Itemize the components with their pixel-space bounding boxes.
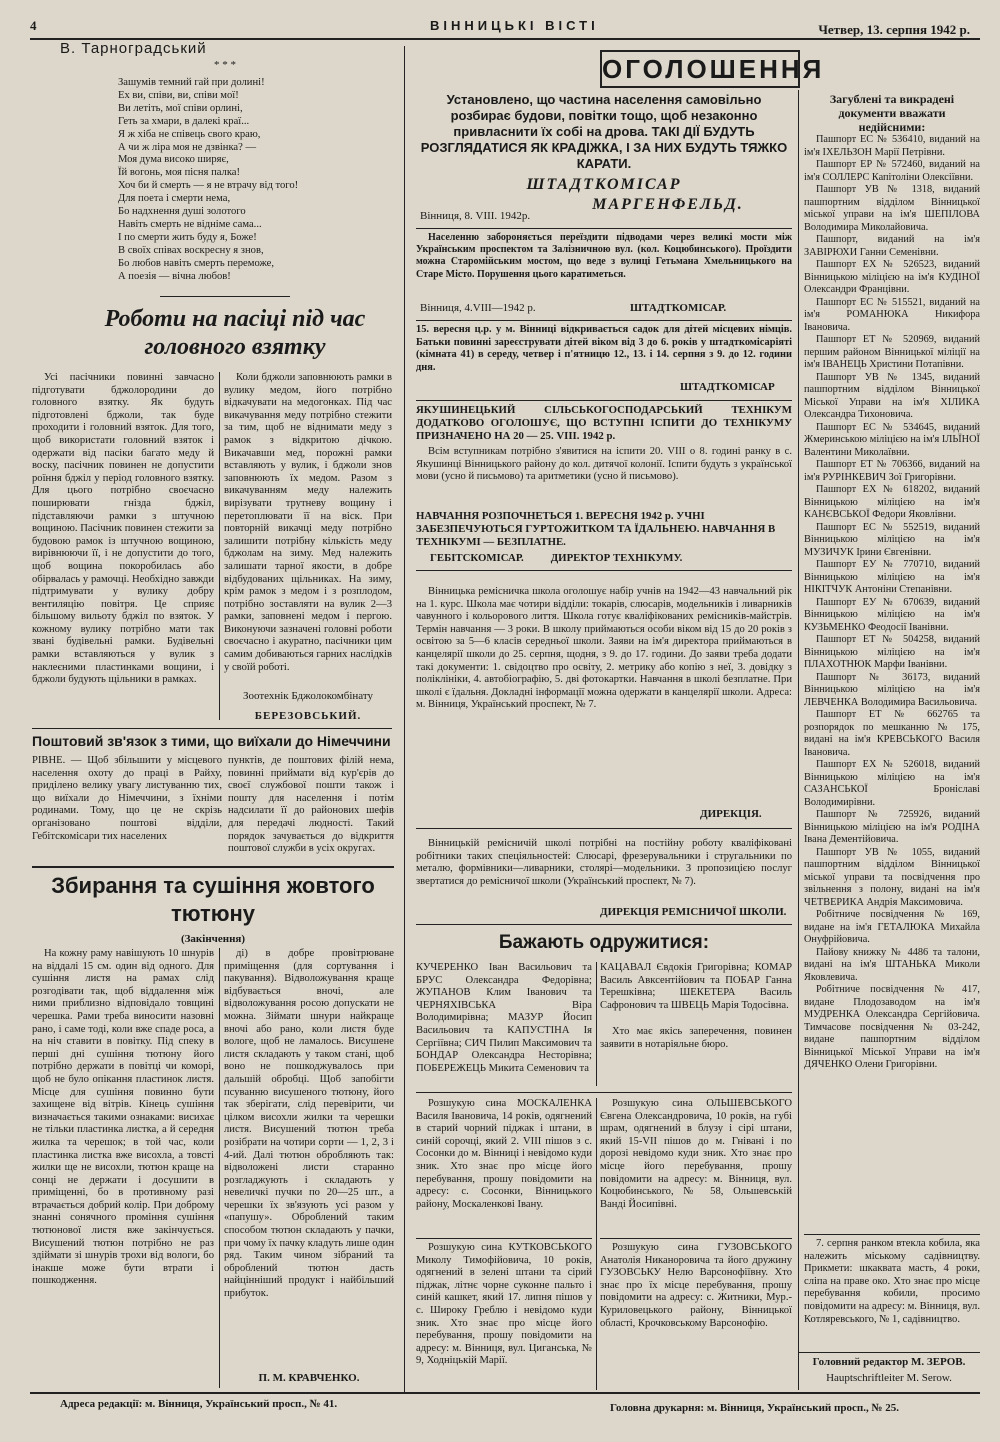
divider (600, 1238, 792, 1239)
editor-ua: Головний редактор М. ЗЕРОВ. (812, 1356, 966, 1368)
tobacco-col2: ді) в добре провітрюване приміщення (для сортування і пакування). Відволожування краще відбувається вночі, але відволожування росою допускати не можна. Зіймати шнури найкраще вночі або рано, коли листя буде вологе, щоб не ламалось. Висушене листя складають у таком стані, щоб воно не пошкоджувалось при дальшій обробці. Щоб запобігти псуванню висушеного тютюну, його так зберігати, слід перевірити, чи цілком висохли жилки та черешки листя. Висушений тютюн треба розібрати на чотири сорти — 1, 2, 3 і 4-ий. Далі тютюн обробляють так: відволожені листи старанно розгладжують і складають у невеличкі пучки по 20—25 шт., а черешки їх зв'язують усі разом у «папушу». Оброблений таким способом тютюн складають у пачки, при чому їх пачку кладуть лише один ряд. Таким чином зібраний та оброблений тютюн дасть найцінніший продукт і найбільший прибуток. (224, 948, 394, 1300)
lost-item: Пашпорт УВ № 1318, виданий пашпортним відділом Вінницької міської управи на ім'я ШЕПІЛОВА Володимира Миколайовича. (804, 184, 980, 233)
lost-item: Пашпорт ЕХ № 618202, виданий Вінницькою міліцією на ім'я КАНЄВСЬКОЇ Федори Яковлівни. (804, 484, 980, 520)
ad-technikum-title: ЯКУШИНЕЦЬКИЙ СІЛЬСЬКОГОСПОДАРСЬКИЙ ТЕХНІКУМ ДОДАТКОВО ОГОЛОШУЄ, ЩО ВСТУПНІ ІСПИТИ ДО ТЕХНІКУМУ ПРИЗНАЧЕНО НА 20 — 25. VIII. 1942 р. (416, 404, 792, 442)
column-rule (404, 46, 405, 1392)
divider (804, 1234, 980, 1235)
bees-signature-title: Зоотехнік Бджолокомбінату (242, 690, 374, 702)
post-title: Поштовий зв'язок з тими, що виїхали до Німеччини (32, 733, 391, 749)
poem (60, 40, 390, 295)
ads-title-box (600, 50, 825, 88)
divider (416, 400, 792, 401)
poem-line: Бо любов навіть смерть переможе, (118, 257, 275, 269)
lost-item: Пашпорт ЕХ № 526523, виданий Вінницькою міліцією на ім'я КУДІНОЇ Олександри Францівни. (804, 259, 980, 295)
poem-line: Зашумів темний гай при долині! (118, 77, 265, 88)
poem-line: Для поета і смерти нема, (118, 193, 231, 205)
lost-item: Пашпорт ЕС № 552519, виданий Вінницькою міліцією на ім'я МУЗИЧУК Ірини Євгенівни. (804, 521, 980, 558)
lost-item: Пашпорт № 36173, виданий Вінницькою міліцією на ім'я ЛЕВЧЕНКА Володимира Васильовича. (804, 671, 980, 708)
ad-school-text: Вінницька ремісничка школа оголошує набір учнів на 1942—43 навчальний рік на 1. курс. Школа має чотири відділи: токарів, слюсарів, модельників і ливарників чавунного і кольорового лиття. Школа готує кваліфікованих ремісників-майстрів. Термін навчання — 3 роки. В школу приймаються особи віком від 15 до 20 років з освітою за 5—6 класів середньої школи. Заяви на ім'я директора приймаються в канцелярії школи до 25. серпня, щодня, з 9. до 17. години. До заяви треба додати такі документи: 1. свідоцтво про освіту, 2. метрику або копію з неї, 3. довідку з поліклініки, 4. автобіографію, 5. дві фотокартки. Навчання в школі безплатне. При школі є їдальня. Докладні інформації можна одержати в канцелярії школи. Адреса: м. Вінниця, Український проспект, № 7. (416, 586, 792, 711)
lost-item: Пашпорт № 725926, виданий Вінницькою міліцією на ім'я РОДІНА Івана Дементійовича. (804, 809, 980, 845)
marry-col2: КАЦАВАЛ Євдокія Григорівна; КОМАР Василь Авксентійович та ПОБАР Ганна Терешківна; ШЕКЕТЕРА Василь Сафронович та ШВЕЦЬ Марія Тодосівна. (600, 962, 792, 1011)
post-col2: пунктів, де поштових філій нема, повинні приймати від кур'єрів до своєї службової пошти також і пошту для населення і потім надсилати її до районових шефів для передачі людності. Такий порядок зачувається до відкриття поштової служби в усіх округах. (228, 755, 394, 855)
ad-school-sign: ДИРЕКЦІЯ. (700, 808, 762, 820)
poem-line: В своїх співах воскресну я знов, (118, 244, 264, 256)
lost-item: Робітниче посвідчення № 169, видане на ім'я ГЕТАЛЮКА Михайла Онуфрійовича. (804, 909, 980, 945)
marry-title: Бажають одружитися: (498, 932, 710, 953)
poem-line: Навіть смерть не відніме сама... (118, 218, 262, 230)
divider (798, 1352, 980, 1353)
lost-item: Пашпорт ЕУ № 770710, виданий Вінницькою міліцією на ім'я НІКІТЧУК Антоніни Степанівни. (804, 559, 980, 595)
ad-technikum-sign: ГЕБІТСКОМІСАР. ДИРЕКТОР ТЕХНІКУМУ. (430, 552, 683, 564)
column-rule (219, 372, 220, 720)
poem-line: Геть за хмари, в далекі краї... (118, 115, 250, 127)
seek-kutkovsky: Розшукую сина КУТКОВСЬКОГО Миколу Тимофійовича, 10 років, одягнений в зелені штани та сірий піджак, літнє чорне суконне пальто і синій кашкет, який 17. липня пішов у с. Широку Греблю і невідомо куди зник. Хто знає про місце його перебування, прошу повідомити на адресу: м. Вінниця, вул. Циганська, № 9, Ходніцькій Марії. (416, 1242, 592, 1367)
lost-item: Пашпорт ЕР № 572460, виданий на ім'я СОЛЛЕРС Капітоліни Олексіївни. (804, 159, 980, 183)
column-rule (596, 1098, 597, 1390)
poem-line: Ех ви, співи, ви, співи мої! (118, 89, 239, 101)
bees-col2: Коли бджоли заповнюють рамки в вулику медом, його потрібно відкачувати на медогонках. Під час викачування меду потрібно стежити за тим, щоб не віднимати меду з рамок з відкритою дічкою. Викачавши мед, порожні рамки вставляють у вулик, і бджоли знов заповнюють їх медом. Разом з викачуванням меду належить вирізувати трутневу вощину і перетоплювати її на віск. При повторній викачці меду потрібно залишити потрібну кількість меду бджолам на зиму. Мед належить залишати тарної якости, в добре відбудованих щільниках. На зиму, крім рамок з медом і з розплодом, потрібно зоставляти на вулик 2—3 рамки, заповнені медом і пергою. Виконуючи зазначені головні роботи своєчасно і акуратно, пасічники цим самим добиваються гарних наслідків у своїй роботі. (224, 372, 392, 673)
lost-item: Пашпорт ЕТ № 504258, виданий Вінницькою міліцією на ім'я ПЛАХОТНЮК Марфи Іванівни. (804, 634, 980, 670)
lost-title: Загублені та викрадені документи вважати недійсними: (829, 92, 955, 134)
divider (32, 866, 394, 868)
poem-lines (118, 77, 390, 284)
lost-item: Пашпорт ЕТ № 706366, виданий на ім'я РУРІНКЕВИЧ Зої Григорівни. (804, 459, 980, 483)
poem-line: А чи ж ліра моя не дзвінка? — (118, 141, 257, 153)
poem-line: Хоч би й смерть — я не втрачу від того! (118, 180, 299, 192)
footer-right: Головна друкарня: м. Вінниця, Український просп., № 25. (610, 1402, 899, 1414)
page-number: 4 (30, 18, 37, 33)
lost-item: Пашпорт, виданий на ім'я ЗАВІРЮХИ Ганни Семенівни. (804, 234, 980, 258)
lost-item: Пашпорт ЕС № 536410, виданий на ім'я ІХЕЛЬЗОН Марії Петрівни. (804, 134, 980, 158)
ads-title: ОГОЛОШЕННЯ (602, 54, 825, 84)
poem-line: Їй вогонь, моя пісня палка! (118, 167, 241, 179)
lost-list (804, 134, 980, 1234)
poem-line: Моя дума високо ширяє, (118, 154, 229, 166)
divider (32, 728, 392, 729)
divider (416, 828, 792, 829)
poem-line: Я ж хіба не співець свого краю, (118, 128, 261, 140)
lost-item: Пашпорт УВ № 1345, виданий пашпортним відділом Вінницької Міської Управи на ім'я ХІЛИКА Олександра Тихоновича. (804, 371, 980, 420)
ad-bridges-sign: ШТАДТКОМІСАР. (630, 302, 727, 314)
bees-signature-name: БЕРЕЗОВСЬКИЙ. (254, 710, 362, 722)
lost-item: Пашпорт ЕХ № 526018, виданий Вінницькою міліцією на ім'я САЗАНСЬКОЇ Броніславі Володимирівни. (804, 759, 980, 808)
lost-item: Пашпорт ЕУ № 670639, виданий Вінницькою міліцією на ім'я КУЗЬМЕНКО Феодосії Іванівни. (804, 596, 980, 633)
ad-workers-sign: ДИРЕКЦІЯ РЕМІСНИЧОЇ ШКОЛИ. (600, 906, 787, 918)
lost-item: Пашпорт ЕТ № 520969, виданий першим районом Вінницької міліції на ім'я ІВАНЕЦЬ Христини Потапівни. (804, 334, 980, 370)
lost-item: Пашпорт ЕС № 515521, виданий на ім'я РОМАНЮКА Никифора Івановича. (804, 296, 980, 333)
divider (416, 228, 792, 229)
ad-demolition-text: Установлено, що частина населення самовільно розбирає будови, повітки тощо, щоб незаконно привласнити їх собі на дрова. ТАКІ ДІЇ БУДУТЬ РОЗГЛЯДАТИСЯ ЯК КРАДІЖКА, І ЗА НИХ БУДУТЬ ТЯЖКО КАРАТИ. (420, 92, 788, 171)
column-rule (798, 90, 799, 1390)
divider (160, 296, 290, 297)
tobacco-signature: П. М. КРАВЧЕНКО. (258, 1372, 360, 1384)
ad-demolition-sign1: ШТАДТКОМІСАР (526, 176, 682, 193)
footer-left: Адреса редакції: м. Вінниця, Український просп., № 41. (60, 1398, 338, 1410)
masthead: ВІННИЦЬКІ ВІСТІ (430, 18, 599, 33)
column-rule (219, 948, 220, 1388)
lost-item: Пашпорт ЕТ № 662765 та розпорядок по мешканню № 175, видані на ім'я КРЕВСЬКОГО Василя Івановича. (804, 709, 980, 758)
lost-item: Робітниче посвідчення № 417, видане Плодозаводом на ім'я МУДРЕНКА Олександра Сергійовича. Тимчасове посвідчення № 03-242, видане пашпортним відділом Вінницької Міської Управи на ім'я ДЯЧЕНКО Олени Григорівни. (804, 984, 980, 1070)
post-col1: РІВНЕ. — Щоб збільшити у місцевого населення охоту до праці в Райху, приділено велику увагу листуванню тих, що виїхали до Німеччини, з їхніми родинами. Тому, що це не скрізь організовано поштові відділи, Гебітскомісари тих населених (32, 755, 222, 842)
ad-technikum-text: Всім вступникам потрібно з'явитися на іспити 20. VIII о 8. годині ранку в с. Якушинці Вінницького району до кол. дитячої колонії. Іспити будуть з української мови (усно й письмово) та аритметики (усно й письмово). (416, 446, 792, 483)
ad-kindergarten-sign: ШТАДТКОМІСАР (680, 381, 775, 393)
ad-kindergarten-text: 15. вересня ц.р. у м. Вінниці відкривається садок для дітей місцевих німців. Батьки повинні зареєструвати дітей віком від 3 до 6. років у штадткомісаріяті (кімната 41) в середу, четвер і п'ятницю 12., 13. і 14. серпня з 9. до 12. години дня. (416, 324, 792, 373)
column-rule (596, 962, 597, 1086)
lost-item: Пашпорт ЕС № 534645, виданий Жмеринською міліцією на ім'я ІЛЬЇНОЇ Валентини Миколаївни. (804, 421, 980, 458)
seek-moskalenko: Розшукую сина МОСКАЛЕНКА Василя Івановича, 14 років, одягнений в старий чорний піджак і штани, в синій сорочці, який 2. VIII пішов з с. Сосонки до м. Вінниці і невідомо куди зник. Хто знає про місце його перебування, прошу повідомити на адресу: с. Сосонки, Вінницького району, Москаленкові Івану. (416, 1098, 592, 1210)
tobacco-col1: На кожну раму навішують 10 шнурів на віддалі 15 см. один від одного. Для сушіння листя на рамах слід розгодівати так, щоб віддалення між ними приблизно відповідало товщині черешка. Рами треба виносити назовні рано, і саме тоді, коли вже спаде роса, а на ніч ставити в повітку. Під спеку в перші дні сушіння тютюну його потрібно держати в повітці чи коморі, щоб не було опікання пластинок листя. Місце для сушіння повинно бути захищене від вітрів. Кінець сушіння визначається такими ознаками: висихає не тільки пластинка листка, а й середня жилка та черешок; в той час, коли пластинка листка вже висохла, а товсті жилки ще не висохли, тютюн краще на сонці не держати і досушити в приміщенні, бо в противному разі втрачається добрий колір. При доброму знанні сонячного проміння сушіння тютюнової листя вже закінчується. Висушений тютюн потрібно не раз здіймати зі шнурів трохи від вологи, бо інакше може бути втрати і пошкодження. (32, 948, 214, 1287)
ad-workers-text: Вінницькій ремісничій школі потрібні на постійну роботу кваліфіковані робітники таких спеціяльностей: Слюсарі, фрезерувальники і стругальники по металю, формівники—ливарники, столярі—модельники. З пропозицією послуг звертатися до ремісничої школи (Український проспект, № 7). (416, 838, 792, 887)
divider (416, 320, 792, 321)
mare-notice: 7. серпня ранком втекла кобила, яка належить міському садівництву. Прикмети: шкаквата масть, 4 роки, сліпа на праве око. Хто знає про місце перебування кобили, просимо повідомити на адресу: м. Вінниця, вул. Котляревського, № 1, садівництво. (804, 1238, 980, 1325)
footer-rule (30, 1392, 980, 1394)
page-header (30, 18, 980, 40)
poem-line: А поезія — вічна любов! (118, 270, 231, 282)
lost-item: Пайову книжку № 4486 та талони, видані на ім'я ШТАНЬКА Миколи Яковлевича. (804, 946, 980, 983)
divider (416, 1092, 792, 1093)
ad-technikum-bold: НАВЧАННЯ РОЗПОЧНЕТЬСЯ 1. ВЕРЕСНЯ 1942 р. УЧНІ ЗАБЕЗПЕЧУЮТЬСЯ ГУРТОЖИТКОМ ТА ЇДАЛЬНЕЮ. НАВЧАННЯ В ТЕХНІКУМІ — БЕЗПЛАТНЕ. (416, 510, 776, 548)
divider (416, 924, 792, 925)
divider (416, 570, 792, 571)
seek-olshevsky: Розшукую сина ОЛЬШЕВСЬКОГО Євгена Олександровича, 10 років, на губі шрам, одягнений в блузу і сірі штани, який 15-VII пішов до м. Гнівані і по дорозі невідомо куди зник. Хто знає про місце його перебування, прошу повідомити на адресу: м. Вінниця, вул. Коцюбинського, № 58, Ольшевській Ванді Йосипівні. (600, 1098, 792, 1210)
issue-date: Четвер, 13. серпня 1942 р. (818, 22, 970, 37)
bees-title: Роботи на пасіці під час головного взятку (104, 306, 366, 360)
seek-guzovsky: Розшукую сина ГУЗОВСЬКОГО Анатолія Никаноровича та його дружину ГУЗОВСЬКУ Нелю Варсонофіївну. Хто знає про їх місце перебування, прошу повідомити на адресу: с. Житники, Мур.-Куриловецького району, Вінницької області, Крочковському Варсонофію. (600, 1242, 792, 1329)
marry-col1: КУЧЕРЕНКО Іван Васильович та БРУС Олександра Федорівна; ЖУПАНОВ Клим Іванович та ЧЕРНЯХІВСЬКА Віра Володимирівна; МАЗУР Йосип Васильович та КАПУСТІНА Ія Сергіївна; СИЧ Пилип Максимович та БОНДАР Олександра Несторівна; ПОБЕРЕЖЕЦЬ Микита Семенович та (416, 962, 592, 1074)
tobacco-subtitle: (Закінчення) (180, 933, 246, 945)
ad-bridges-date: Вінниця, 4.VIII—1942 р. (420, 302, 536, 314)
poem-author: В. Тарноградський (60, 40, 207, 57)
poem-line: Бо надхнення душі золотого (118, 206, 246, 218)
ad-demolition-sign2: МАРГЕНФЕЛЬД. (592, 196, 744, 213)
marry-col2b: Хто має якісь заперечення, повинен заявити в нотаріяльне бюро. (600, 1026, 792, 1050)
editor-de: Hauptschriftleiter M. Serow. (826, 1372, 952, 1384)
divider (416, 1238, 592, 1239)
lost-item: Пашпорт УВ № 1055, виданий пашпортним відділом Вінницької міської управи та посвідчення про звільнення з полону, видані на ім'я ЧЕТВЕРИКА Андрія Максимовича. (804, 846, 980, 908)
ad-demolition-date: Вінниця, 8. VIII. 1942р. (420, 210, 531, 222)
tobacco-title: Збирання та сушіння жовтого тютюну (51, 873, 375, 926)
bees-col1: Усі пасічники повинні завчасно підготувати бджолородини до головного взятку. Як будуть підготовлені бджоли, так буде проходити і головний взяток. Для того, щоб використати головний взяток і одержати від пасіки багато меду й воску, пасічник повинен не допустити роїння бджіл у період головного взятку. Для цього потрібно своєчасно поширювати гнізда бджіл, підставляючи рамки з штучною вощиною. Пасічник повинен стежити за будовою рамок із штучною вощиною, вирівнюючи її, і не допустити до того, щоб вощина покоробилась або обірвалась у рамочці. Необхідно завжди підтримувати у вулику добру вентиляцію повітря. Це сприяє більшому вильоту бджіл по взяток. У кожному вулику потрібно мати так звані будівельні рамки. Будівельні рамки вставляються у вулик з наклеєними пластинками вощини, і бджоли будують щільники в рамках. (32, 372, 214, 686)
poem-stars: * * * (214, 59, 236, 71)
poem-line: І по смерти жить буду я, Боже! (118, 231, 257, 243)
ad-bridges-text: Населенню забороняється переїздити підводами через великі мости між Українським проспектом та Залізничною вул. (кол. Коцюбинського). Проїздити можна Старомійським мостом, що веде з вулиці Гетьмана Хмельницького на Старе Місто. Порушення цього каратиметься. (416, 232, 792, 280)
poem-line: Ви летіть, мої співи орлині, (118, 102, 243, 114)
